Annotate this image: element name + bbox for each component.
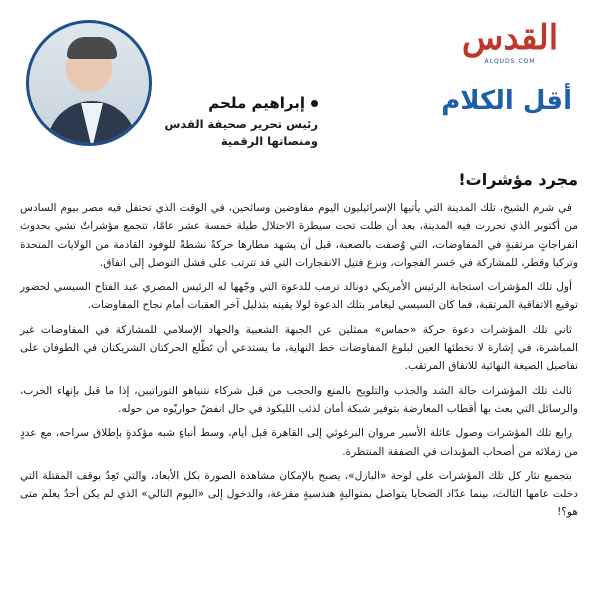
portrait-hair [67,37,117,59]
logo-mark: القدس [461,18,559,58]
article-paragraph: ثاني تلك المؤشرات دعوة حركة «حماس» ممثلين عن الجبهة الشعبية والجهاد الإسلامي للمشاركة في المفاوضات غير المباشرة، في إشارة لا تخطئها العين لبلوغ المفاوضات خط النهاية، ما يستدعي أن تَطّلع الحركتان الشريكتان في الطوفان على تفاصيل الصيغة النهائية للاتفاق المرتقب. [20,323,578,373]
article-paragraph: رابع تلك المؤشرات وصول عائلة الأسير مروان البرغوثي إلى القاهرة قبل أيام، وسط أنباءٍ شبه مؤكدةٍ بإطلاق سراحه، مع عددٍ من زملائه من أصحاب المؤبدات في الصفقة المنتظرة. [20,427,578,458]
author-name: إبراهيم ملحم [208,94,305,112]
author-info [158,94,318,150]
article-body [20,199,578,528]
bullet-icon [311,100,318,107]
article-paragraph: ثالث تلك المؤشرات حالة الشد والجذب والتلويح بالمنع والحجب من قبل شركاء نتنياهو التوراتيين، إذا ما قبل بإنهاء الحرب، والرسائل التي بعث بها أقطاب المعارضة بتوفير شبكة أمان لذئب الليكود في حال انفضّ حواريّوه من حوله. [20,384,578,415]
logo-url: ALQUDS.COM [484,58,536,65]
newspaper-logo [450,18,570,70]
author-role: رئيس تحرير صحيفة القدس ومنصاتها الرقمية [164,117,318,148]
article-paragraph: أول تلك المؤشرات استجابة الرئيس الأمريكي دونالد ترمب للدعوة التي وجّهها له الرئيس المصري عبد الفتاح السيسي لحضور توقيع الاتفاقية المرتقبة، فما كان السيسي ليغامر بتلك الدعوة لولا يقينه بتذليل آخر العقبات أمام نجاح المفاوضات. [20,281,578,312]
article-paragraph: بتجميع نثار كل تلك المؤشرات على لوحة «البازل»، يصبح بالإمكان مشاهدة الصورة بكل الأبعاد، والتي تَعِدُ بوقف المقتلة التي دخلت عامها الثالث، بينما عدّاد الضحايا يتواصل بمتواليةٍ هندسيةٍ مفزعة، والدخول إلى «اليوم التالي» الذي لم يكن أحدٌ يعلم متى هو؟! [20,469,578,519]
article-paragraph: في شرم الشيخ، تلك المدينة التي يأتيها الإسرائيليون اليوم مفاوضين وسائحين، في الوقت الذي تحتفل فيه مصر بيوم السادس من أكتوبر الذي تحررت فيه المدينة، بعد أن ظلت تحت سيطرة الاحتلال طيلة خمسة عشر عامًا، تتجمع مؤشراتٌ تشي بحدوث انفراجاتٍ مرتقبةٍ في المفاوضات، التي وُصفت بالصعبة، قبل أن يشهد مطارها حركةً نشطةً للوفود القادمة من الولايات المتحدة وتركيا وقطر، للمشاركة في جَسر الفجوات، ونزع فتيل الانفجارات التي قد تترتب على فشل التوصل إلى اتفاق. [20,202,578,269]
column-title: أقل الكلام [441,86,572,116]
article-headline: مجرد مؤشرات! [458,170,578,189]
author-portrait [26,20,152,146]
column-header [0,0,600,160]
